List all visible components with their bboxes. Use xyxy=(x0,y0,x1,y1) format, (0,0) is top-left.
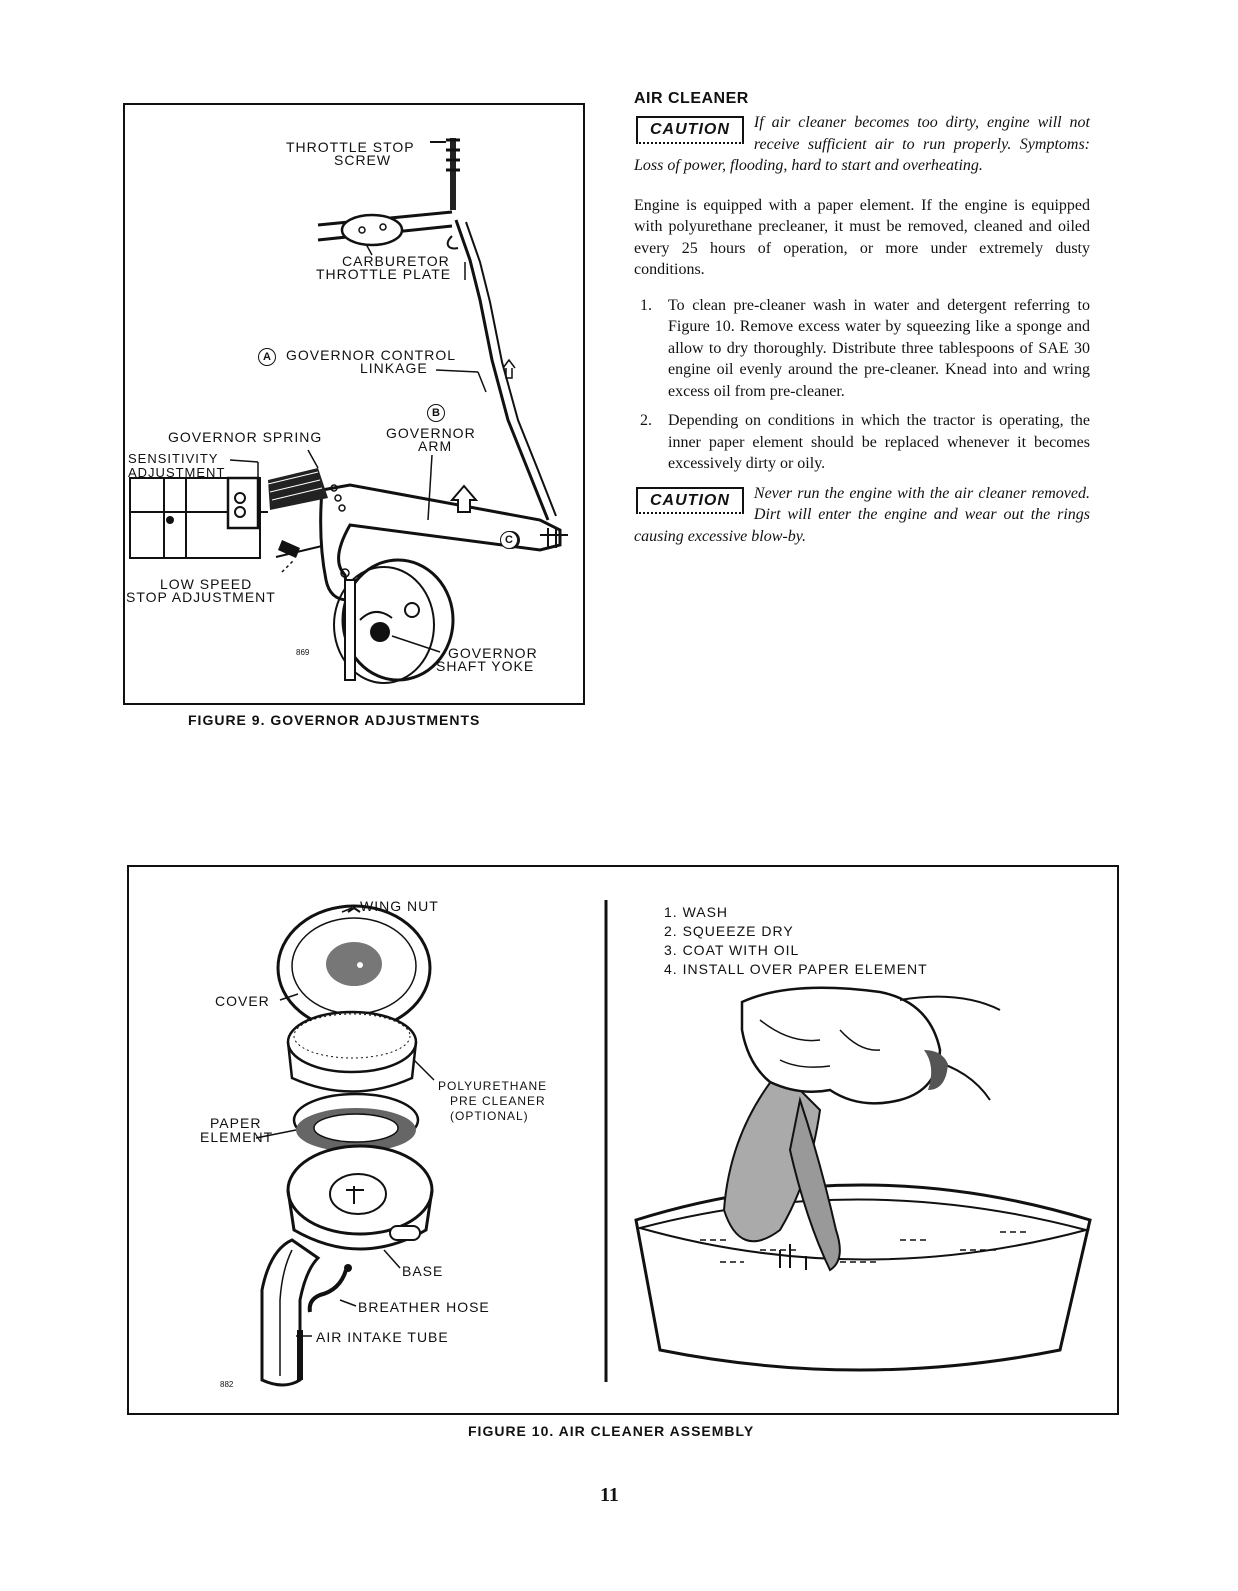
section-heading: AIR CLEANER xyxy=(634,90,749,107)
figure-10-code: 882 xyxy=(220,1380,234,1389)
intro-paragraph: Engine is equipped with a paper element. If the engine is equipped with polyurethane precleaner, it must be removed, cleaned and oiled every 25 hours of operation, or more under extremely dusty conditions. xyxy=(634,196,1090,278)
page-number: 11 xyxy=(600,1484,619,1506)
fig10-step-2: 2. SQUEEZE DRY xyxy=(664,923,794,939)
step-1-number: 1. xyxy=(640,296,652,314)
label-breather-hose: BREATHER HOSE xyxy=(358,1299,490,1315)
label-governor-control-linkage: LINKAGE xyxy=(360,360,428,376)
marker-a: A xyxy=(258,348,276,366)
figure-10-caption: FIGURE 10. AIR CLEANER ASSEMBLY xyxy=(468,1423,755,1439)
label-sensitivity: SENSITIVITY xyxy=(128,451,219,466)
marker-b: B xyxy=(427,404,445,422)
caution-1-label: CAUTION xyxy=(636,116,744,144)
label-carburetor: CARBURETOR xyxy=(342,253,450,269)
label-sensitivity-adjustment: ADJUSTMENT xyxy=(128,465,226,480)
label-stop-adjustment: STOP ADJUSTMENT xyxy=(126,589,276,605)
label-base: BASE xyxy=(402,1263,444,1279)
fig10-step-3: 3. COAT WITH OIL xyxy=(664,942,800,958)
figure-9-code: 869 xyxy=(296,648,310,657)
label-polyurethane: POLYURETHANE xyxy=(438,1079,548,1093)
label-air-intake-tube: AIR INTAKE TUBE xyxy=(316,1329,449,1345)
label-governor-arm-2: ARM xyxy=(418,438,453,454)
label-shaft-yoke: SHAFT YOKE xyxy=(436,658,535,674)
step-2-text: Depending on conditions in which the tractor is operating, the inner paper element should be replaced whenever it becomes excessively dirty or oily. xyxy=(668,412,1090,472)
caution-1-text: If air cleaner becomes too dirty, engine will not receive sufficient air to run properly. Symptoms: Loss of power, flooding, hard to start and overheating. xyxy=(634,114,1090,174)
fig10-step-4: 4. INSTALL OVER PAPER ELEMENT xyxy=(664,961,928,977)
label-governor-arm: GOVERNOR xyxy=(386,425,476,441)
caution-2-label: CAUTION xyxy=(636,487,744,515)
fig10-step-1: 1. WASH xyxy=(664,904,729,920)
label-pre-cleaner: PRE CLEANER xyxy=(450,1094,546,1108)
label-optional: (OPTIONAL) xyxy=(450,1109,529,1123)
label-wing-nut: WING NUT xyxy=(360,898,439,914)
step-2-number: 2. xyxy=(640,412,652,429)
step-1-text: To clean pre-cleaner wash in water and detergent referring to Figure 10. Remove excess water by squeezing like a sponge and allow to dry thoroughly. Distribute three tablespoons of SAE 30 engine oil evenly around the pre-cleaner. Knead into and wring excess oil from pre-cleaner. xyxy=(668,296,1090,400)
figure-9-caption: FIGURE 9. GOVERNOR ADJUSTMENTS xyxy=(188,712,481,728)
label-governor-yoke: GOVERNOR xyxy=(448,645,538,661)
label-governor-control: GOVERNOR CONTROL xyxy=(286,347,457,363)
label-paper: PAPER xyxy=(210,1115,262,1131)
label-throttle-stop: THROTTLE STOP xyxy=(286,139,415,155)
label-governor-spring: GOVERNOR SPRING xyxy=(168,429,323,445)
label-low-speed: LOW SPEED xyxy=(160,576,253,592)
label-throttle-stop-screw: SCREW xyxy=(334,152,392,168)
marker-c: C xyxy=(500,531,518,549)
label-element: ELEMENT xyxy=(200,1129,274,1145)
caution-2-text: Never run the engine with the air cleaner removed. Dirt will enter the engine and wear out the rings causing excessive blow-by. xyxy=(634,484,1090,545)
label-throttle-plate: THROTTLE PLATE xyxy=(316,266,452,282)
label-cover: COVER xyxy=(215,993,270,1009)
